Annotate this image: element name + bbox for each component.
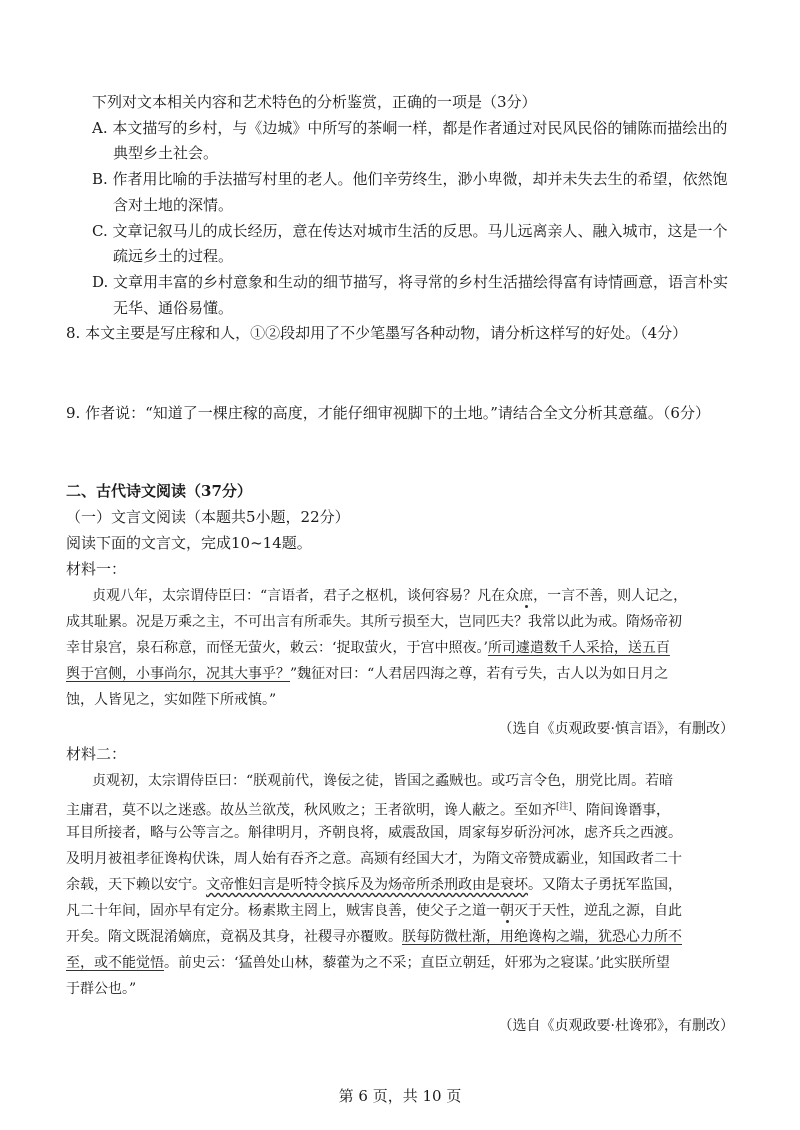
q7-option-c-cont: 疏远乡土的过程。 [113,247,234,265]
page-number: 第 6 页，共 10 页 [338,1087,462,1105]
material-1-line-1: 贞观八年，太宗谓侍臣曰：“言语者，君子之枢机，谈何容易？凡在众庶，一言不善，则人记之， [92,588,688,604]
material-1-line-2: 成其耻累。况是万乘之主，不可出言有所乖失。其所亏损至大，岂同匹夫？我常以此为戒。隋炀帝初 [66,614,682,630]
material-2-line-2: 主庸君，莫不以之迷惑。故丛兰欲茂，秋风败之；王者欲明，谗人蔽之。至如齐[注]、隋间谗谮事， [66,802,671,819]
underlined-sentence: 朕每防微杜渐，用绝谗构之端，犹恐心力所不 [402,929,682,945]
footnote-marker: [注] [556,802,573,812]
underlined-sentence: 所司遽遣数千人采拾，送五百 [487,640,670,656]
section-2-instruction: 阅读下面的文言文，完成10~14题。 [66,534,312,552]
material-2-line-6: 凡二十年间，固亦早有定分。杨素欺主罔上，贼害良善，使父子之道一朝灭于天性，逆乱之源，自此 [66,903,682,919]
material-2-line-8: 至，或不能觉悟。前史云：‘猛兽处山林，藜藿为之不采；直臣立朝廷，奸邪为之寝谋。’此实朕所望 [66,955,670,971]
q7-option-a: A. 本文描写的乡村，与《边城》中所写的茶峒一样，都是作者通过对民风民俗的铺陈而描绘出的 [92,119,728,137]
underlined-sentence-cont: 至，或不能觉悟 [66,955,164,971]
dotted-char: 庶 [519,588,534,604]
material-2-source: （选自《贞观政要·杜谗邪》，有删改） [498,1018,734,1034]
dotted-char: 朝 [500,903,514,919]
material-1-source: （选自《贞观政要·慎言语》，有删改） [498,721,734,737]
material-1-label: 材料一： [66,560,127,578]
material-2-label: 材料二： [66,745,127,763]
q7-option-b: B. 作者用比喻的手法描写村里的老人。他们辛劳终生，渺小卑微，却并未失去生的希望，依然饱 [92,170,728,188]
material-1-line-3: 幸甘泉宫，泉石称意，而怪无萤火，敕云：‘捉取萤火，于宫中照夜。’所司遽遣数千人采拾，送五百 [66,640,670,656]
question-9: 9. 作者说：“知道了一棵庄稼的高度，才能仔细审视脚下的土地。”请结合全文分析其意蕴。（6分） [66,404,710,422]
material-2-line-3: 耳目所接者，略与公等言之。斛律明月，齐朝良将，威震敌国，周家每岁斫汾河冰，虑齐兵之西渡。 [66,825,682,841]
wavy-underlined-sentence: 文帝惟妇言是听特令摈斥及为炀帝所杀刑政由是衰坏 [206,877,528,893]
q7-stem: 下列对文本相关内容和艺术特色的分析鉴赏，正确的一项是（3分） [92,93,537,111]
question-8: 8. 本文主要是写庄稼和人，①②段却用了不少笔墨写各种动物，请分析这样写的好处。（4分） [66,324,688,342]
material-1-line-5: 蚀，人皆见之，实如陛下所戒慎。” [66,692,277,708]
q7-option-d: D. 文章用丰富的乡村意象和生动的细节描写，将寻常的乡村生活描绘得富有诗情画意，语言朴实 [92,273,729,291]
material-2-line-7: 开矣。隋文既混淆嫡庶，竟祸及其身，社稷寻亦覆败。朕每防微杜渐，用绝谗构之端，犹恐心力所不 [66,929,682,945]
material-2-line-9: 于群公也。” [66,981,137,997]
material-2-line-5: 余载，天下赖以安宁。文帝惟妇言是听特令摈斥及为炀帝所杀刑政由是衰坏。又隋太子勇抚军监国， [66,877,682,893]
q7-option-a-cont: 典型乡土社会。 [113,144,219,162]
material-2-line-1: 贞观初，太宗谓侍臣曰：“朕观前代，谗佞之徒，皆国之蟊贼也。或巧言令色，朋党比周。若暗 [92,773,674,789]
section-2-title: 二、古代诗文阅读（37分） [66,482,252,500]
underlined-sentence-cont: 舆于宫侧，小事尚尔，况其大事乎？ [66,666,290,682]
section-2-subtitle: （一）文言文阅读（本题共5小题，22分） [66,508,350,526]
q7-option-b-cont: 含对土地的深情。 [113,196,234,214]
q7-option-d-cont: 无华、通俗易懂。 [113,299,234,317]
material-2-line-4: 及明月被祖孝征谗构伏诛，周人始有吞齐之意。高颎有经国大才，为隋文帝赞成霸业，知国政者二十 [66,851,682,867]
material-1-line-4: 舆于宫侧，小事尚尔，况其大事乎？”魏征对曰：“人君居四海之尊，若有亏失，古人以为如日月之 [66,666,669,682]
q7-option-c: C. 文章记叙马儿的成长经历，意在传达对城市生活的反思。马儿远离亲人、融入城市，这是一个 [92,222,728,240]
